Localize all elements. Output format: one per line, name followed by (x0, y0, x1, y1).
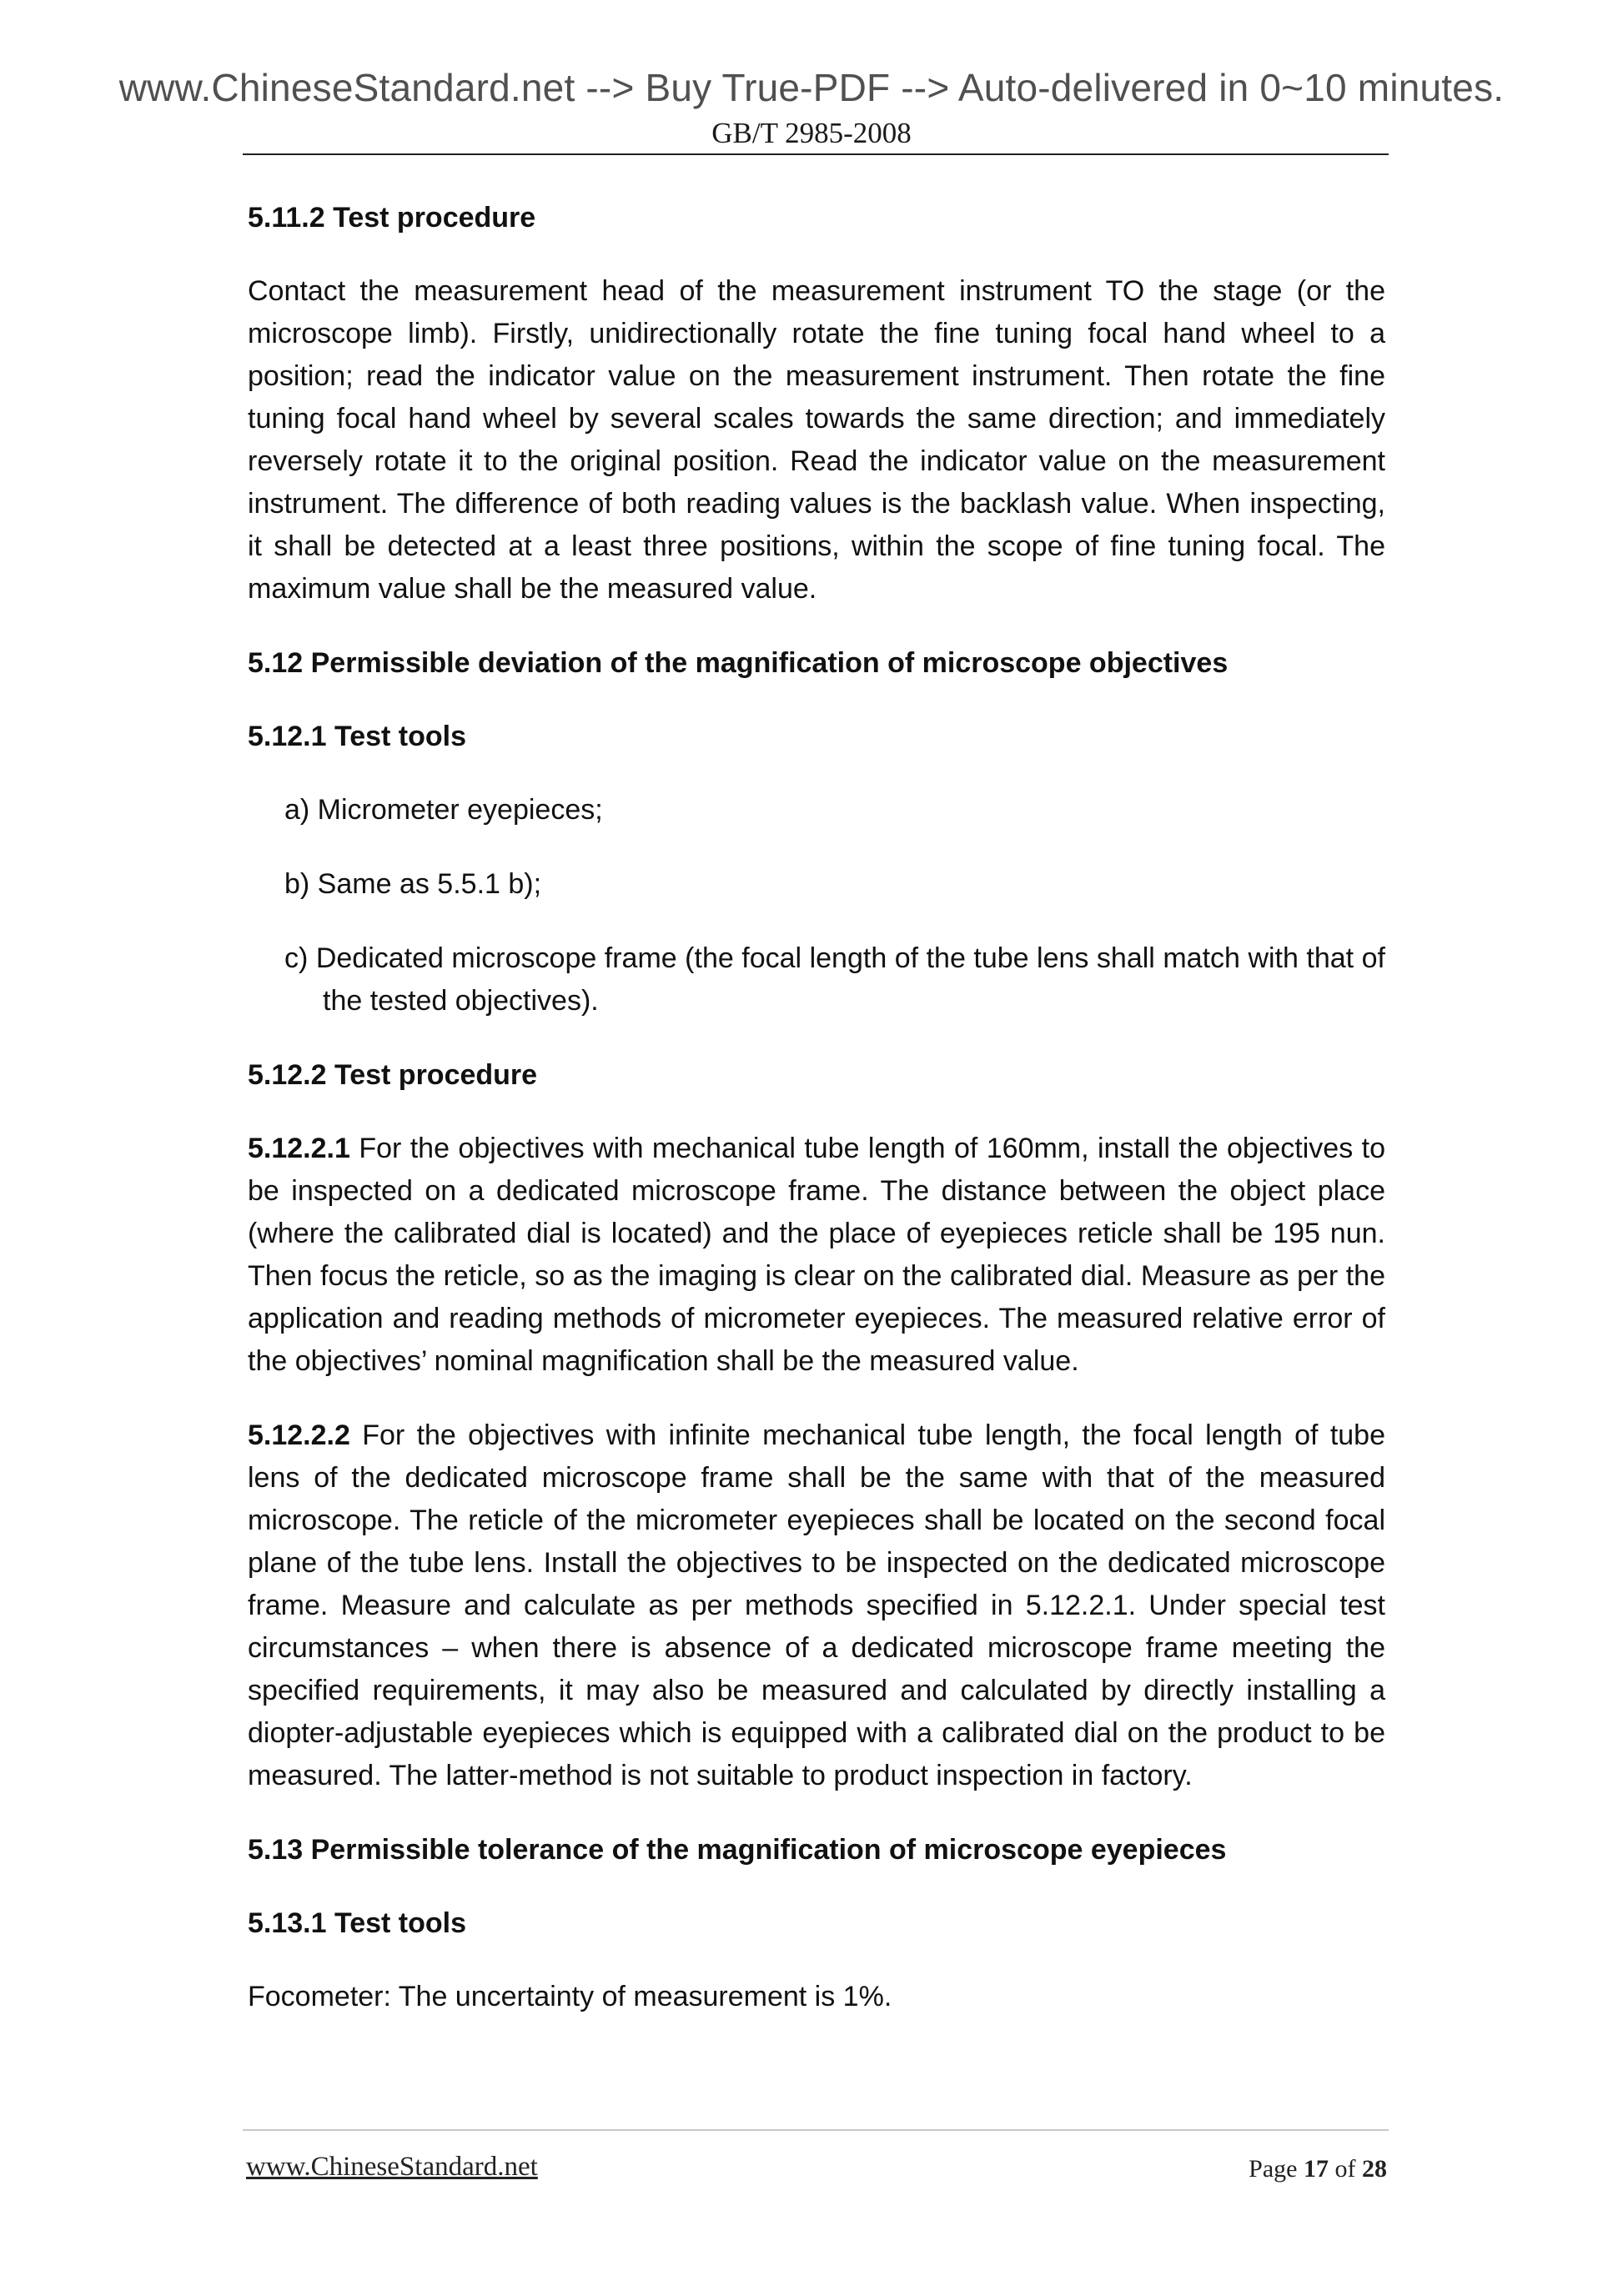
page-total: 28 (1362, 2155, 1387, 2183)
page-indicator (1249, 2155, 1387, 2183)
paragraph-5-13-1: Focometer: The uncertainty of measurement is 1%. (248, 1981, 892, 2012)
heading-5-12-1: 5.12.1 Test tools (248, 721, 467, 752)
clause-text-5-12-2-2: For the objectives with infinite mechanical tube length, the focal length of tube lens of the dedicated microscope frame shall be the same with that of the measured microscope. The reticle of the micrometer eyepieces shall be located on the second focal plane of the tube lens. Install the objectives to be inspected on the dedicated microscope frame. Measure and calculate as per methods specified in 5.12.2.1. Under special test circumstances – when there is absence of a dedicated microscope frame meeting the specified requirements, it may also be measured and calculated by directly installing a diopter-adjustable eyepieces which is equipped with a calibrated dial on the product to be measured. The latter-method is not suitable to product inspection in factory. (248, 1419, 1385, 1791)
header-divider (243, 153, 1389, 155)
paragraph-5-12-2-2 (248, 1414, 1385, 1797)
standard-code: GB/T 2985-2008 (711, 117, 912, 149)
list-item-b: b) Same as 5.5.1 b); (284, 868, 542, 900)
page-number: 17 (1304, 2155, 1329, 2183)
footer-divider (243, 2129, 1389, 2131)
clause-text-5-12-2-1: For the objectives with mechanical tube length of 160mm, install the objectives to be inspected on a dedicated microscope frame. The distance between the object place (where the calibrated dial is located) and the place of eyepieces reticle shall be 195 nun. Then focus the reticle, so as the imaging is clear on the calibrated dial. Measure as per the application and reading methods of micrometer eyepieces. The measured relative error of the objectives’ nominal magnification shall be the measured value. (248, 1133, 1385, 1377)
document-body (248, 197, 1385, 2050)
page-word: Page (1249, 2155, 1298, 2183)
footer-site-link[interactable]: www.ChineseStandard.net (246, 2152, 538, 2182)
heading-5-12: 5.12 Permissible deviation of the magnification of microscope objectives (248, 647, 1229, 679)
heading-5-11-2: 5.11.2 Test procedure (248, 202, 536, 234)
site-banner[interactable]: www.ChineseStandard.net --> Buy True-PDF --> Auto-delivered in 0~10 minutes. (118, 66, 1505, 109)
list-item-a: a) Micrometer eyepieces; (284, 794, 603, 826)
heading-5-13: 5.13 Permissible tolerance of the magnification of microscope eyepieces (248, 1834, 1227, 1866)
heading-5-13-1: 5.13.1 Test tools (248, 1907, 467, 1939)
paragraph-5-11-2: Contact the measurement head of the measurement instrument TO the stage (or the microscope limb). Firstly, unidirectionally rotate the fine tuning focal hand wheel to a position; read the indicator value on the measurement instrument. Then rotate the fine tuning focal hand wheel by several scales towards the same direction; and immediately reversely rotate it to the original position. Read the indicator value on the measurement instrument. The difference of both reading values is the backlash value. When inspecting, it shall be detected at a least three positions, within the scope of fine tuning focal. The maximum value shall be the measured value. (248, 275, 1385, 605)
of-word: of (1334, 2155, 1356, 2183)
paragraph-5-12-2-1 (248, 1128, 1385, 1383)
list-item-c: c) Dedicated microscope frame (the focal length of the tube lens shall match with that of the tested objectives). (284, 942, 1385, 1017)
heading-5-12-2: 5.12.2 Test procedure (248, 1059, 538, 1091)
clause-label-5-12-2-1: 5.12.2.1 (248, 1133, 350, 1164)
clause-label-5-12-2-2: 5.12.2.2 (248, 1419, 350, 1451)
